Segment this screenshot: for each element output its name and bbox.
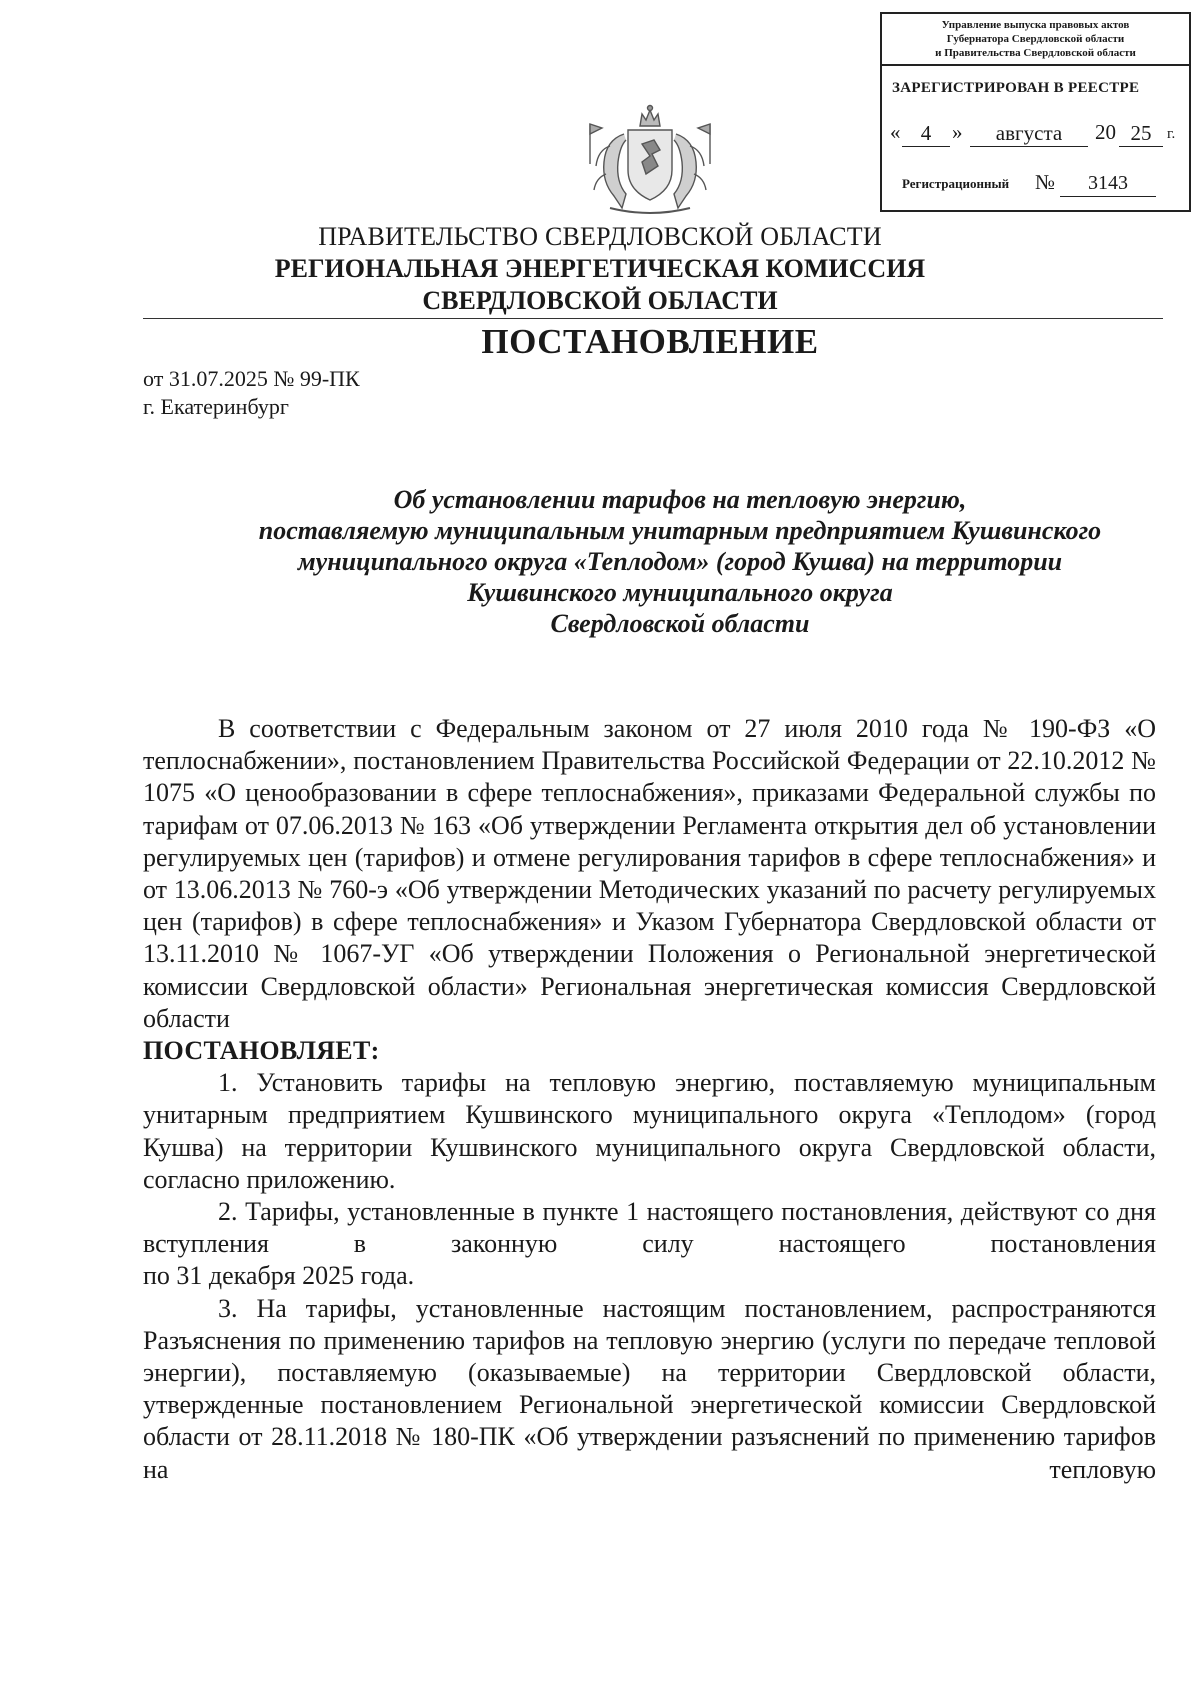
stamp-number-label: Регистрационный — [902, 176, 1010, 191]
title-line: муниципального округа «Теплодом» (город Кушва) на территории — [297, 547, 1063, 576]
stamp-day: 4 — [902, 120, 950, 147]
stamp-year-mark: г. — [1167, 126, 1176, 142]
stamp-quote-open: « — [890, 120, 901, 144]
decree-word: ПОСТАНОВЛЯЕТ: — [143, 1036, 380, 1066]
title-line: Свердловской области — [550, 609, 810, 638]
item-2-ending: по 31 декабря 2025 года. — [143, 1261, 415, 1291]
stamp-number-row — [902, 170, 1182, 200]
stamp-authority-line: Губернатора Свердловской области — [946, 33, 1125, 45]
stamp-month: августа — [970, 120, 1088, 147]
document-type: ПОСТАНОВЛЕНИЕ — [481, 322, 819, 361]
commission-name: РЕГИОНАЛЬНАЯ ЭНЕРГЕТИЧЕСКАЯ КОМИССИЯ — [274, 254, 926, 283]
registration-stamp — [880, 12, 1191, 212]
stamp-registered-label: ЗАРЕГИСТРИРОВАН В РЕЕСТРЕ — [892, 80, 1140, 96]
preamble-paragraph: В соответствии с Федеральным законом от 27 июля 2010 года № 190-ФЗ «О теплоснабжении», постановлением Правительства Российской Федерации от 22.10.2012 № 1075 «О ценообразовании в сфере теплоснабжения», приказами Федеральной службы по тарифам от 07.06.2013 № 163 «Об утверждении Регламента открытия дел об установлении регулируемых цен (тарифов) и отмене регулирования тарифов в сфере теплоснабжения» и от 13.06.2013 № 760-э «Об утверждении Методических указаний по расчету регулируемых цен (тарифов) в сфере теплоснабжения» и Указом Губернатора Свердловской области от 13.11.2010 № 1067-УГ «Об утверждении Положения о Региональной энергетической комиссии Свердловской области» Региональная энергетическая комиссия Свердловской области — [143, 714, 1156, 1033]
title-line: Кушвинского муниципального округа — [467, 578, 893, 607]
coat-of-arms-emblem — [580, 104, 720, 216]
title-line: поставляемую муниципальным унитарным предприятием Кушвинского — [258, 516, 1102, 545]
header-divider — [143, 318, 1163, 319]
document-body — [143, 713, 1156, 1486]
stamp-year-suffix: 25 — [1119, 120, 1163, 147]
item-3-paragraph: 3. На тарифы, установленные настоящим постановлением, распространяются Разъяснения по применению тарифов на тепловую энергию (услуги по передаче тепловой энергии), поставляемую (оказываемые) на территории Свердловской области, утвержденные постановлением Региональной энергетической комиссии Свердловской области от 28.11.2018 № 180-ПК «Об утверждении разъяснений по применению тарифов на тепловую — [143, 1293, 1156, 1484]
stamp-quote-close: » — [952, 120, 963, 144]
stamp-number: 3143 — [1060, 170, 1156, 197]
document-city: г. Екатеринбург — [143, 394, 289, 419]
stamp-date — [890, 120, 1185, 150]
stamp-year-prefix: 20 — [1095, 120, 1116, 144]
stamp-authority — [882, 14, 1189, 66]
item-2-paragraph: 2. Тарифы, установленные в пункте 1 настоящего постановления, действуют со дня вступления в законную силу настоящего постановления — [143, 1197, 1156, 1259]
title-line: Об установлении тарифов на тепловую энергию, — [393, 485, 967, 514]
government-name: ПРАВИТЕЛЬСТВО СВЕРДЛОВСКОЙ ОБЛАСТИ — [318, 222, 882, 251]
commission-region: СВЕРДЛОВСКОЙ ОБЛАСТИ — [422, 286, 778, 315]
stamp-authority-line: Управление выпуска правовых актов — [941, 19, 1130, 31]
document-title — [150, 484, 1200, 639]
document-date-number: от 31.07.2025 № 99-ПК — [143, 366, 360, 391]
stamp-authority-line: и Правительства Свердловской области — [935, 47, 1136, 59]
stamp-number-sign: № — [1035, 170, 1056, 194]
item-1-paragraph: 1. Установить тарифы на тепловую энергию, поставляемую муниципальным унитарным предприятием Кушвинского муниципального округа «Теплодом» (город Кушва) на территории Кушвинского муниципального округа Свердловской области, согласно приложению. — [143, 1068, 1156, 1194]
